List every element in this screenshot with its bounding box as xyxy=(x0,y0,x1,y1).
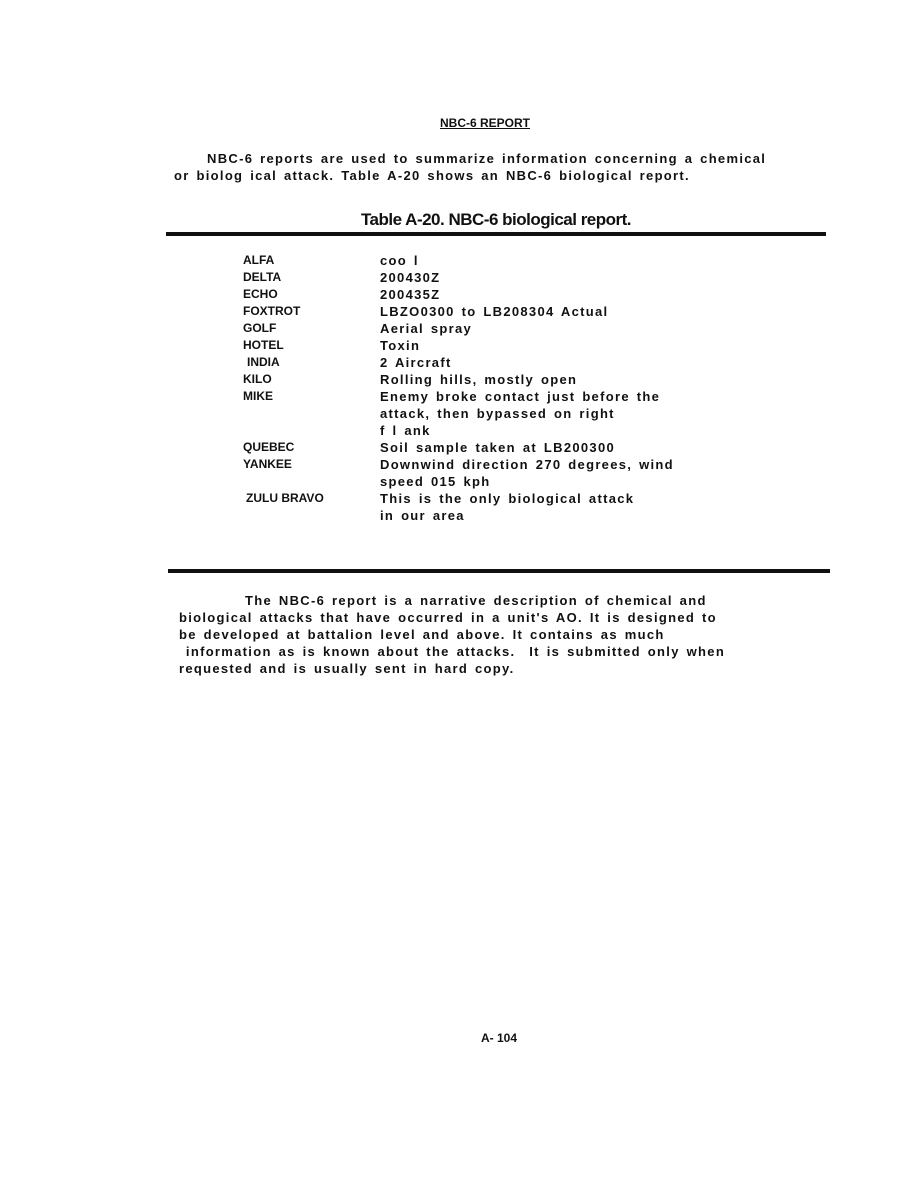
closing-paragraph xyxy=(179,592,829,677)
table-row xyxy=(243,490,803,524)
intro-line: NBC-6 reports are used to summarize information concerning a chemical xyxy=(207,151,767,166)
closing-line: The NBC-6 report is a narrative description of chemical and xyxy=(245,593,707,608)
table-bottom-rule xyxy=(168,569,830,573)
table-row xyxy=(243,337,803,354)
closing-line: requested and is usually sent in hard copy. xyxy=(179,661,515,676)
report-heading: NBC-6 REPORT xyxy=(439,116,530,130)
table-row xyxy=(243,320,803,337)
table-title: Table A-20. NBC-6 biological report. xyxy=(360,210,632,229)
closing-line: information as is known about the attacks. It is submitted only when xyxy=(179,644,726,659)
table-row xyxy=(243,269,803,286)
table-row xyxy=(243,371,803,388)
row-value: 200430Z xyxy=(380,270,441,285)
page-number: A- 104 xyxy=(480,1031,518,1045)
table-row xyxy=(243,354,803,371)
row-value: This is the only biological attack in our area xyxy=(380,491,635,523)
row-code: ALFA xyxy=(243,253,275,267)
closing-line: biological attacks that have occurred in a unit's AO. It is designed to xyxy=(179,610,717,625)
closing-line: be developed at battalion level and above. It contains as much xyxy=(179,627,665,642)
row-code: ECHO xyxy=(243,287,278,301)
row-code: KILO xyxy=(243,372,272,386)
row-code: HOTEL xyxy=(243,338,284,352)
table-row xyxy=(243,439,803,456)
row-value: 200435Z xyxy=(380,287,441,302)
row-code: GOLF xyxy=(243,321,277,335)
row-value: Downwind direction 270 degrees, wind speed 015 kph xyxy=(380,457,674,489)
table-row xyxy=(243,303,803,320)
row-value: 2 Aircraft xyxy=(380,355,452,370)
row-value: Enemy broke contact just before the attack, then bypassed on right f l ank xyxy=(380,389,661,438)
table-row xyxy=(243,286,803,303)
table-row xyxy=(243,456,803,490)
intro-paragraph xyxy=(174,150,814,184)
row-value: Rolling hills, mostly open xyxy=(380,372,578,387)
row-code: FOXTROT xyxy=(243,304,301,318)
row-value: LBZO0300 to LB208304 Actual xyxy=(380,304,609,319)
table-row xyxy=(243,252,803,269)
row-value: coo l xyxy=(380,253,419,268)
row-code: YANKEE xyxy=(243,457,292,471)
intro-line: or biolog ical attack. Table A-20 shows an NBC-6 biological report. xyxy=(174,168,690,183)
row-code: DELTA xyxy=(243,270,282,284)
table-top-rule xyxy=(166,232,826,236)
row-code: QUEBEC xyxy=(243,440,295,454)
report-table xyxy=(243,252,803,524)
row-code: INDIA xyxy=(247,355,280,369)
row-code: ZULU BRAVO xyxy=(246,491,324,505)
row-code: MIKE xyxy=(243,389,273,403)
row-value: Soil sample taken at LB200300 xyxy=(380,440,616,455)
row-value: Toxin xyxy=(380,338,421,353)
row-value: Aerial spray xyxy=(380,321,473,336)
table-row xyxy=(243,388,803,439)
